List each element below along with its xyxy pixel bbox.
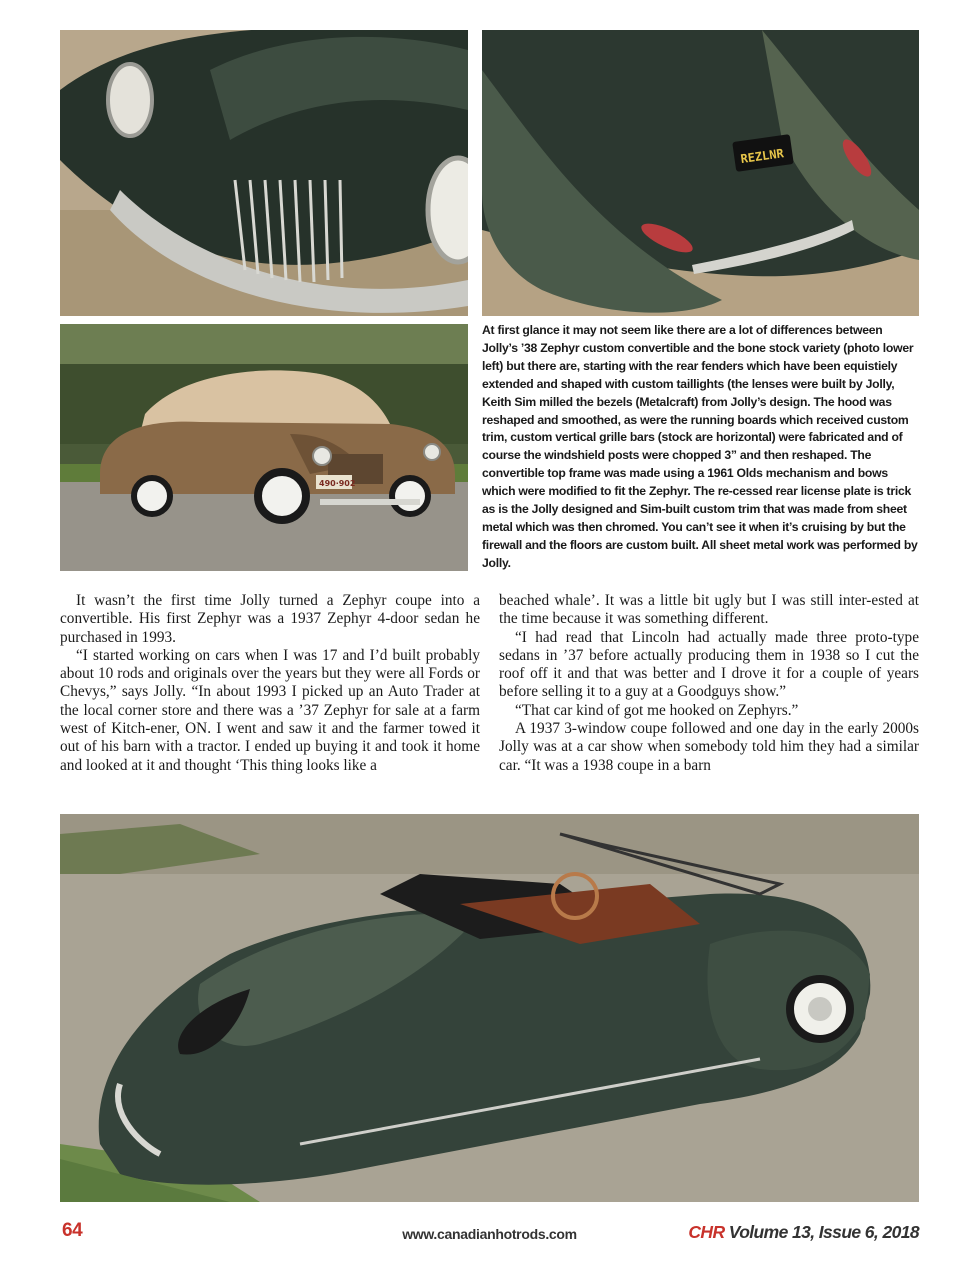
- body-column-right: [499, 592, 919, 775]
- stock-license-plate: 490·902: [319, 479, 356, 488]
- body-paragraph: “I started working on cars when I was 17 and I’d built probably about 10 rods and originals over the years but they were all Fords or Chevys,” says Jolly. “In about 1993 I picked up an Auto Trader at the local corner store and there was a ’37 Zephyr for sale at a farm west of Kitch-ener, ON. I went and saw it and the farmer towed it out of his barn with a tractor. I ended up buying it and took it home and looked at it and thought ‘This thing looks like a: [60, 646, 480, 774]
- website-url[interactable]: www.canadianhotrods.com: [402, 1226, 577, 1242]
- photo-stock-zephyr: [60, 324, 468, 571]
- magazine-brand: CHR: [688, 1222, 725, 1242]
- body-paragraph: A 1937 3-window coupe followed and one day in the early 2000s Jolly was at a car show when somebody told him they had a similar car. “It was a 1938 coupe in a barn: [499, 720, 919, 774]
- body-paragraph: It wasn’t the first time Jolly turned a Zephyr coupe into a convertible. His first Zephyr was a 1937 Zephyr 4-door sedan he purchased in 1993.: [60, 592, 480, 646]
- issue-info: [688, 1222, 919, 1243]
- photo-rear-fenders: [482, 30, 919, 316]
- photo-front-grille: [60, 30, 468, 316]
- body-paragraph: “I had read that Lincoln had actually made three proto-type sedans in ’37 before actually producing them in 1938 so I cut the roof off it and that was better and I drove it for a couple of years before selling it to a guy at a Goodguys show.”: [499, 628, 919, 701]
- photo-main-convertible: [60, 814, 919, 1202]
- rear-license-plate: REZLNR: [739, 146, 785, 167]
- page-number: 64: [62, 1220, 83, 1241]
- issue-volume: Volume 13, Issue 6, 2018: [728, 1222, 919, 1242]
- body-column-left: [60, 592, 480, 775]
- photo-caption: At first glance it may not seem like there are a lot of differences between Jolly’s ’38 Zephyr custom convertible and the bone stock variety (photo lower left) but there are, starting with the rear fenders which have been equistiely extended and shaped with custom taillights (the lenses were built by Jolly, Keith Sim milled the bezels (Metalcraft) from Jolly’s design. The hood was reshaped and smoothed, as were the running boards which received custom trim, custom vertical grille bars (stock are horizontal) were fabricated and of course the windshield posts were chopped 3” and then reshaped. The convertible top frame was made using a 1961 Olds mechanism and bows which were modified to fit the Zephyr. The re-cessed rear license plate is trick as is the Jolly designed and Sim-built custom trim that was made from sheet metal which was then chromed. You can’t see it when it’s cruising by but the firewall and the floors are custom built. All sheet metal work was performed by Jolly.: [482, 323, 918, 570]
- body-paragraph: “That car kind of got me hooked on Zephyrs.”: [515, 701, 799, 719]
- body-paragraph-continued: beached whale’. It was a little bit ugly but I was still inter-ested at the time because it was something different.: [499, 592, 919, 628]
